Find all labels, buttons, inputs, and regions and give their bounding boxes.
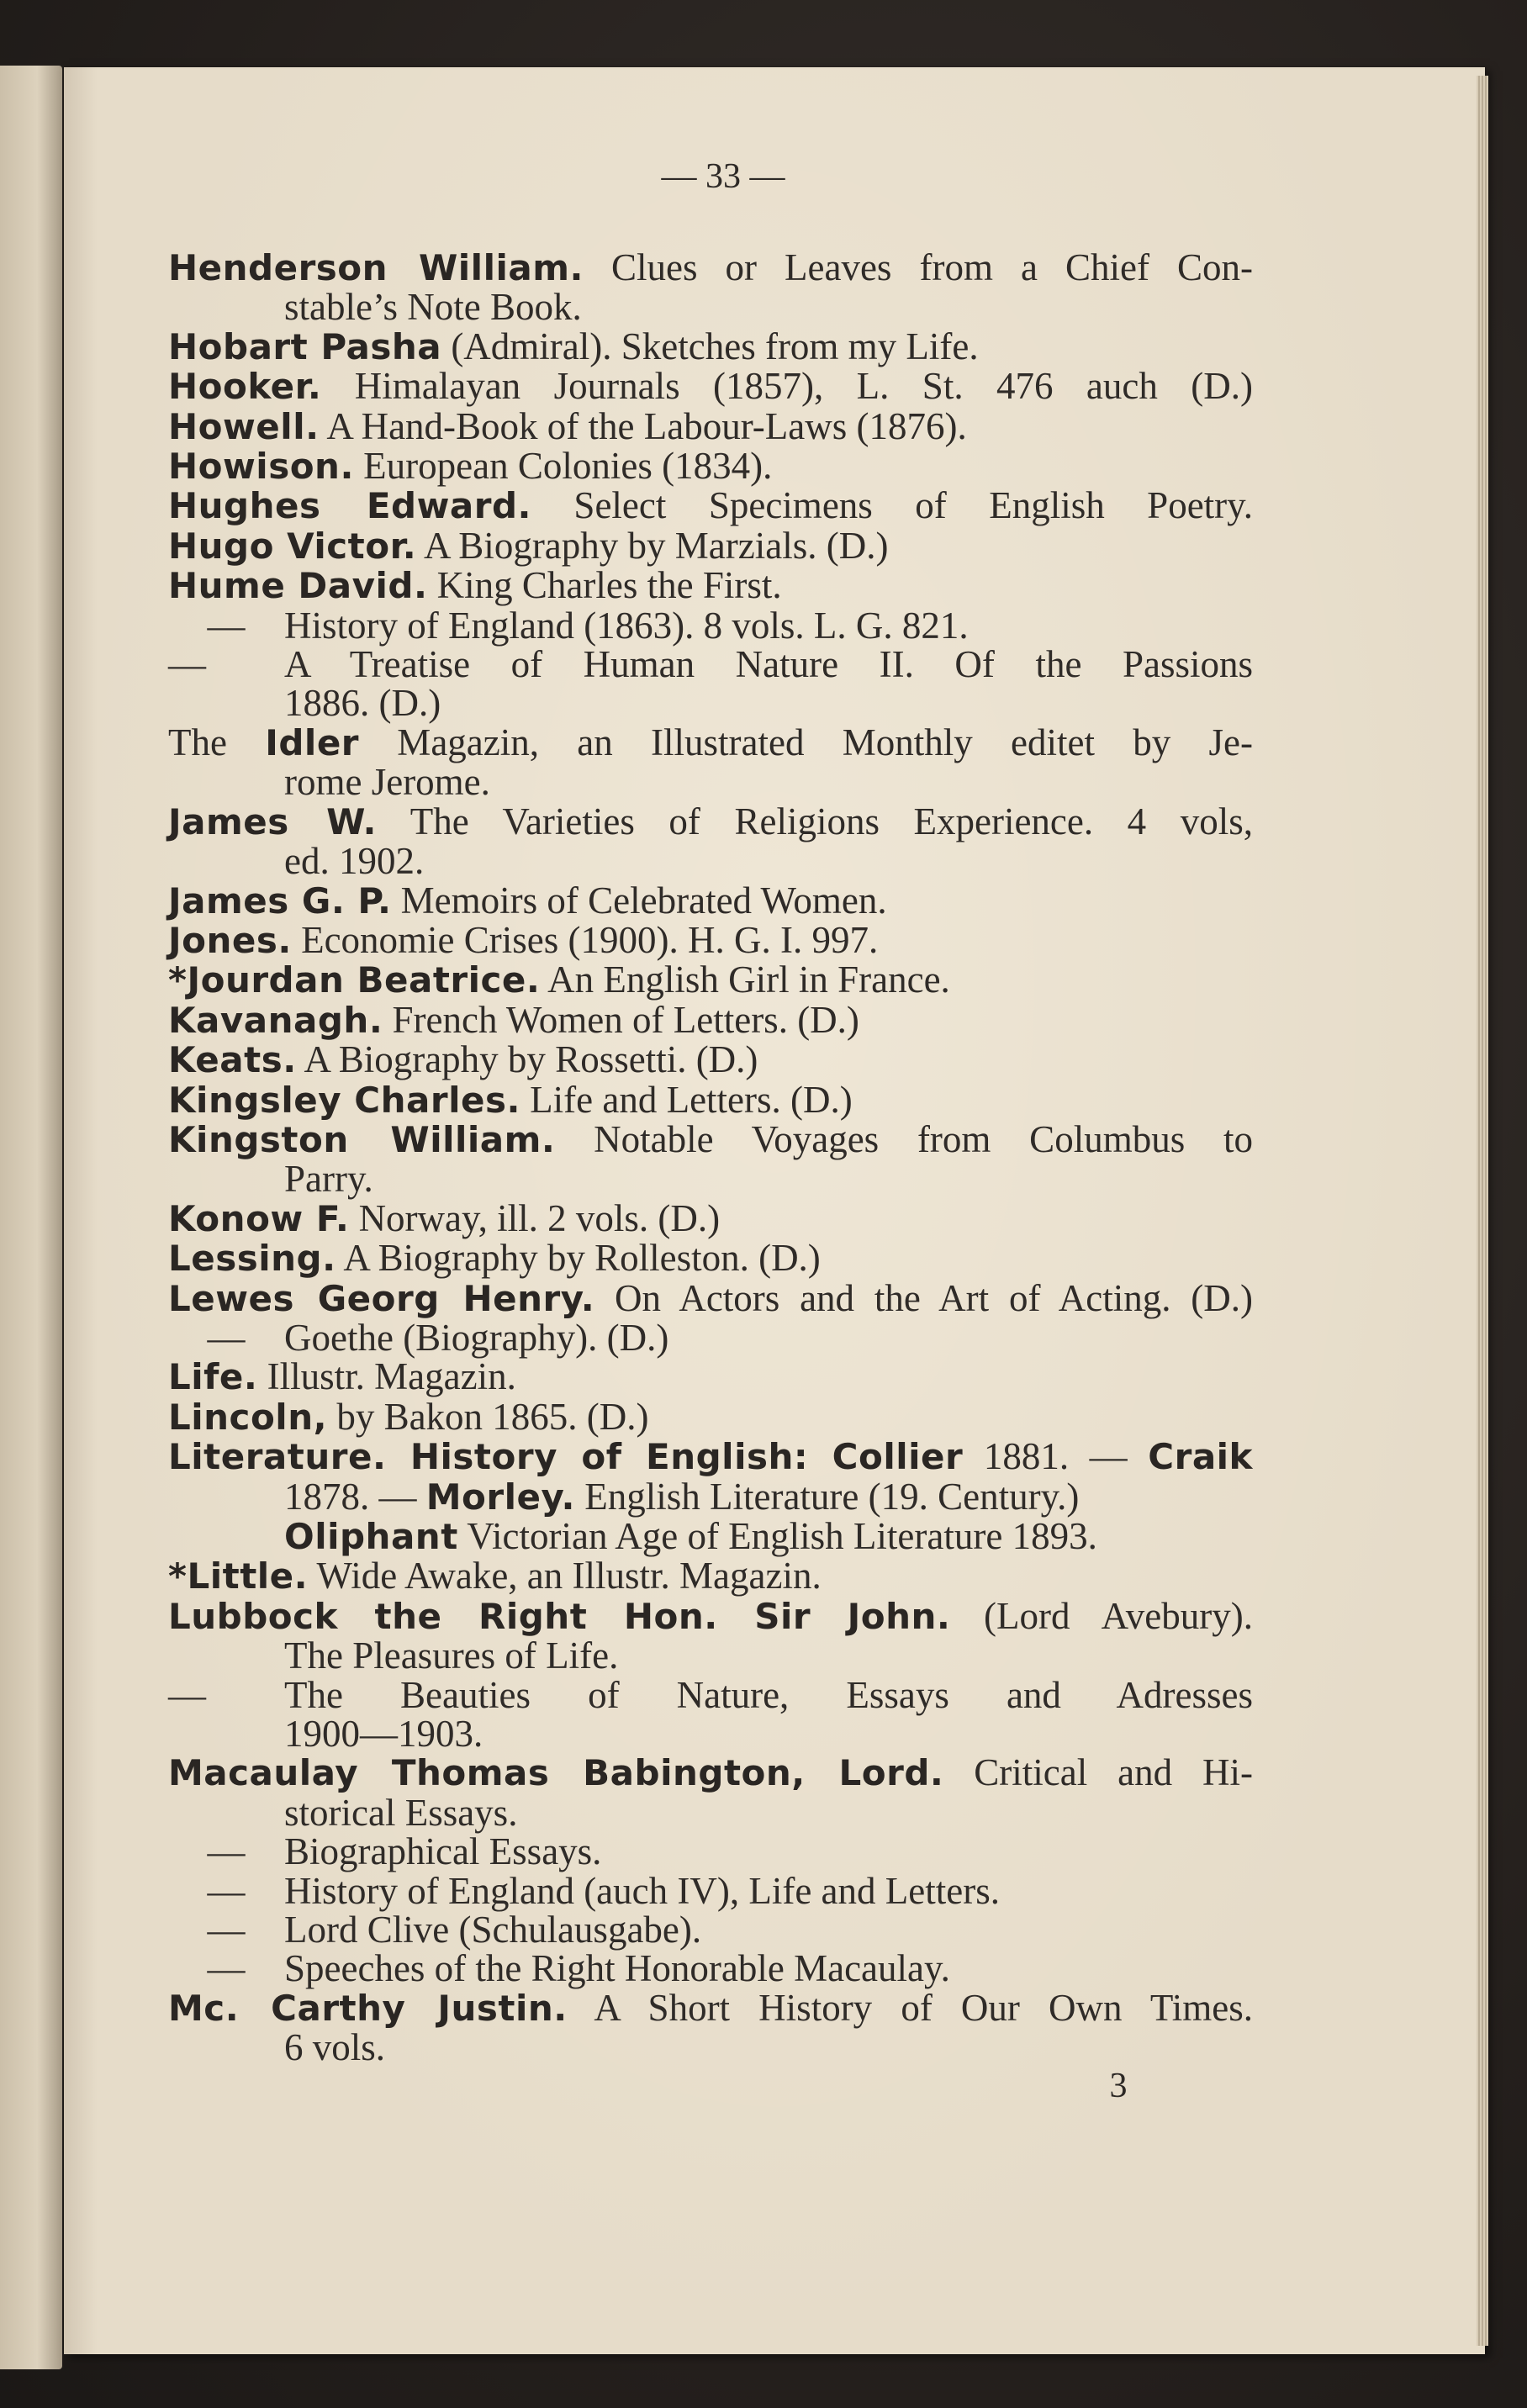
entry-title: Illustr. Magazin. — [257, 1355, 516, 1398]
bibliography-entry — [168, 1869, 1253, 1912]
entry-title: Select Specimens of English Poetry. — [531, 484, 1253, 527]
entry-title: Magazin, an Illustrated Monthly editet by Je- — [359, 721, 1253, 763]
previous-page-edge — [0, 66, 62, 2369]
entry-title: History of England (1863). 8 vols. L. G. 821. — [284, 604, 969, 647]
author-name: Lessing. — [168, 1238, 336, 1280]
entry-line — [168, 1196, 1253, 1239]
bibliography-entry — [168, 606, 1253, 645]
bibliography-entry — [168, 723, 1253, 802]
entry-title: On Actors and the Art of Acting. (D.) — [594, 1276, 1253, 1319]
entry-title: Speeches of the Right Honorable Macaulay. — [284, 1947, 950, 1990]
entry-line — [168, 1949, 1253, 1988]
entry-line — [168, 1080, 1253, 1120]
entry-line — [168, 1357, 1253, 1397]
author-name: James G. P. — [168, 879, 392, 921]
entry-prefix: 1878. — — [284, 1475, 426, 1518]
author-name: Keats. — [168, 1039, 297, 1081]
entry-line — [168, 526, 1253, 566]
entry-line — [168, 1594, 1253, 1637]
entry-line — [168, 1517, 1253, 1556]
entry-title: Notable Voyages from Columbus to — [555, 1117, 1253, 1160]
author-name: Hooker. — [168, 366, 322, 408]
entry-title: The Pleasures of Life. — [284, 1634, 619, 1677]
bibliography-entry — [168, 367, 1253, 406]
bibliography-entry — [168, 446, 1253, 486]
entry-title: Himalayan Journals (1857), L. St. 476 auch (D.) — [321, 365, 1253, 408]
entry-title: King Charles the First. — [427, 564, 782, 607]
bibliography-entry — [168, 1437, 1253, 1556]
ditto-dash: — — [168, 643, 206, 686]
entry-line — [168, 682, 1253, 725]
bibliography-entry — [168, 1040, 1253, 1080]
entry-line — [168, 1437, 1253, 1476]
entry-title: Memoirs of Celebrated Women. — [391, 879, 887, 921]
entry-title: English Literature (19. Century.) — [574, 1475, 1080, 1518]
bibliography-entry — [168, 1753, 1253, 1832]
entry-title: Goethe (Biography). (D.) — [284, 1316, 669, 1359]
entry-line — [168, 1276, 1253, 1319]
entry-line — [168, 1318, 1253, 1357]
entry-line — [168, 1988, 1253, 2028]
entry-title: A Short History of Our Own Times. — [567, 1986, 1254, 2029]
bibliography-entry — [168, 1238, 1253, 1278]
entry-title: European Colonies (1834). — [353, 445, 773, 488]
bibliography-entry — [168, 1949, 1253, 1988]
bibliography-entry — [168, 404, 1253, 447]
entry-line — [168, 1477, 1253, 1517]
entry-line — [168, 404, 1253, 447]
entry-line — [168, 1238, 1253, 1278]
entry-line — [168, 1673, 1253, 1716]
page-stack-edge — [1477, 76, 1488, 2346]
bibliography-entry — [168, 645, 1253, 723]
entry-title: A Biography by Marzials. (D.) — [416, 524, 889, 567]
author-name: Lubbock the Right Hon. Sir John. — [168, 1595, 951, 1637]
entry-title: Wide Awake, an Illustr. Magazin. — [308, 1555, 822, 1597]
bibliography-entry — [168, 327, 1253, 367]
entry-title: A Biography by Rossetti. (D.) — [296, 1038, 758, 1081]
author-name: James W. — [168, 800, 377, 842]
entry-line — [168, 840, 1253, 883]
entry-title: Norway, ill. 2 vols. (D.) — [349, 1196, 721, 1239]
entry-prefix: The — [168, 721, 266, 763]
author-name: Hobart Pasha — [168, 325, 442, 367]
author-name: Konow F. — [168, 1197, 350, 1239]
entry-line — [168, 2028, 1253, 2067]
ditto-dash: — — [207, 1830, 246, 1873]
entry-line — [168, 998, 1253, 1041]
bibliography-entry — [168, 1357, 1253, 1397]
bibliography-entry — [168, 1117, 1253, 1201]
author-name: Henderson William. — [168, 247, 584, 288]
bibliography-entry — [168, 248, 1253, 327]
author-name: Hume David. — [168, 565, 428, 607]
entry-line — [168, 566, 1253, 605]
author-name: *Little. — [168, 1555, 309, 1597]
author-name: Kingsley Charles. — [168, 1079, 520, 1121]
entry-title: by Bakon 1865. (D.) — [327, 1395, 649, 1438]
signature-mark: 3 — [1109, 2067, 1128, 2105]
author-name: Literature. History of English: Collier — [168, 1436, 964, 1478]
author-name: Kavanagh. — [168, 999, 383, 1041]
ditto-dash: — — [207, 604, 246, 647]
entry-line — [168, 1158, 1253, 1201]
entry-title: An English Girl in France. — [540, 958, 950, 1001]
bibliography-entry — [168, 486, 1253, 525]
entry-line — [168, 1869, 1253, 1912]
author-name: Oliphant — [284, 1516, 458, 1557]
entry-title: Parry. — [284, 1158, 373, 1201]
bibliography-entry — [168, 1832, 1253, 1871]
entry-line — [168, 1636, 1253, 1675]
entry-line — [168, 486, 1253, 525]
author-name: Lincoln, — [168, 1396, 328, 1438]
author-name: Mc. Carthy Justin. — [168, 1987, 568, 2029]
author-name: Hugo Victor. — [168, 525, 417, 567]
author-name: Hughes Edward. — [168, 485, 531, 527]
entry-title: Victorian Age of English Literature 1893. — [457, 1515, 1097, 1557]
entry-line — [168, 1397, 1253, 1437]
entry-title: History of England (auch IV), Life and Letters. — [284, 1869, 1000, 1912]
ditto-dash: — — [207, 1947, 246, 1990]
entry-line — [168, 1753, 1253, 1793]
bibliography-entry — [168, 566, 1253, 605]
bibliography-entry — [168, 1673, 1253, 1756]
entry-line — [168, 1793, 1253, 1832]
bibliography-entry — [168, 1397, 1253, 1437]
bibliography-entry — [168, 1910, 1253, 1949]
entry-title: 1900—1903. — [284, 1713, 483, 1756]
author-name: Jones. — [168, 919, 292, 961]
entry-line — [168, 248, 1253, 288]
bibliography-entry — [168, 802, 1253, 881]
bibliography-entry — [168, 918, 1253, 961]
author-name: Lewes Georg Henry. — [168, 1277, 595, 1319]
author-name: Howell. — [168, 405, 320, 447]
entry-line — [168, 645, 1253, 684]
bibliography-list — [168, 248, 1253, 2067]
author-name: Idler — [265, 721, 360, 763]
author-name: Kingston William. — [168, 1118, 556, 1160]
bibliography-entry — [168, 960, 1253, 1000]
entry-title: A Treatise of Human Nature II. Of the Passions — [284, 643, 1253, 686]
bibliography-entry — [168, 881, 1253, 921]
bibliography-entry — [168, 1556, 1253, 1596]
ditto-dash: — — [207, 1316, 246, 1359]
entry-line — [168, 761, 1253, 804]
author-name: Morley. — [425, 1476, 575, 1518]
entry-line — [168, 446, 1253, 486]
entry-line — [168, 367, 1253, 406]
bibliography-entry — [168, 526, 1253, 566]
ditto-dash: — — [207, 1869, 246, 1912]
bibliography-entry — [168, 1988, 1253, 2067]
entry-title: (Lord Avebury). — [950, 1594, 1253, 1637]
entry-line — [168, 918, 1253, 961]
entry-title: Critical and Hi- — [943, 1751, 1253, 1794]
bibliography-entry — [168, 1276, 1253, 1319]
entry-title: The Beauties of Nature, Essays and Adresses — [284, 1673, 1253, 1716]
entry-title: A Biography by Rolleston. (D.) — [336, 1237, 821, 1280]
entry-title: (Admiral). Sketches from my Life. — [441, 325, 979, 367]
entry-line — [168, 1832, 1253, 1871]
entry-line — [168, 606, 1253, 645]
entry-line — [168, 286, 1253, 329]
bibliography-entry — [168, 1594, 1253, 1677]
entry-title: Lord Clive (Schulausgabe). — [284, 1909, 702, 1951]
entry-title: A Hand-Book of the Labour-Laws (1876). — [319, 404, 967, 447]
entry-line — [168, 1040, 1253, 1080]
entry-title: Life and Letters. (D.) — [520, 1078, 853, 1121]
entry-line — [168, 960, 1253, 1000]
author-name: Macaulay Thomas Babington, Lord. — [168, 1752, 944, 1794]
entry-title: 1881. — — [963, 1435, 1149, 1478]
ditto-dash: — — [168, 1673, 206, 1716]
entry-title: 1886. (D.) — [284, 682, 441, 725]
entry-line — [168, 327, 1253, 367]
entry-title: rome Jerome. — [284, 761, 490, 804]
entry-line — [168, 1556, 1253, 1596]
entry-line — [168, 881, 1253, 921]
entry-line — [168, 1713, 1253, 1756]
entry-title: stable’s Note Book. — [284, 286, 582, 329]
bibliography-entry — [168, 1318, 1253, 1357]
entry-line — [168, 1910, 1253, 1949]
page-number-header: — 33 — — [661, 157, 785, 196]
entry-line — [168, 723, 1253, 763]
bibliography-entry — [168, 1196, 1253, 1239]
entry-title: ed. 1902. — [284, 840, 425, 883]
entry-title: storical Essays. — [284, 1791, 518, 1834]
entry-title: The Varieties of Religions Experience. 4 vols, — [377, 800, 1253, 842]
entry-title: French Women of Letters. (D.) — [383, 998, 859, 1041]
entry-line — [168, 1117, 1253, 1160]
entry-title: Biographical Essays. — [284, 1830, 602, 1873]
author-name: Life. — [168, 1356, 258, 1398]
entry-line — [168, 802, 1253, 842]
author-name: *Jourdan Beatrice. — [168, 959, 541, 1001]
entry-title: Economie Crises (1900). H. G. I. 997. — [291, 918, 879, 961]
author-name: Craik — [1148, 1436, 1253, 1478]
bibliography-entry — [168, 998, 1253, 1041]
bibliography-entry — [168, 1080, 1253, 1120]
author-name: Howison. — [168, 446, 354, 488]
entry-title: Clues or Leaves from a Chief Con- — [583, 246, 1253, 288]
entry-title: 6 vols. — [284, 2026, 386, 2069]
ditto-dash: — — [207, 1909, 246, 1951]
